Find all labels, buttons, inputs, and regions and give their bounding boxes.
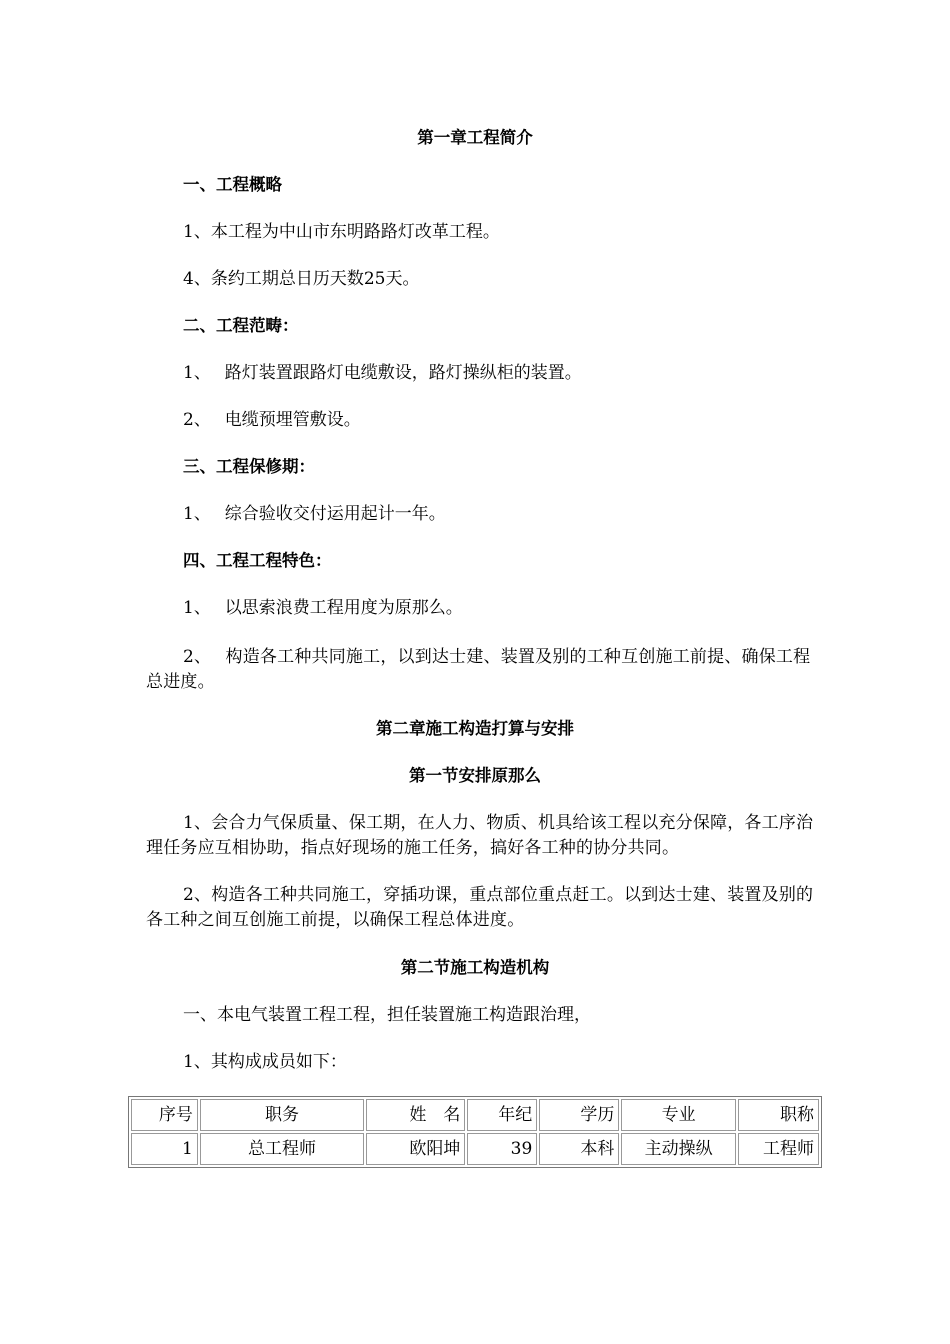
table-cell: 总工程师 [200, 1133, 364, 1165]
table-cell: 欧阳坤 [366, 1133, 465, 1165]
section-2-item-2: 2、 电缆预埋管敷设。 [183, 410, 361, 430]
paragraph-2: 2、构造各工种共同施工，穿插功课，重点部位重点赶工。以到达士建、装置及别的各工种之间互创施工前提，以确保工程总体进度。 [146, 885, 814, 930]
section-3-heading: 三、工程保修期： [183, 457, 315, 476]
paragraph-4: 1、其构成成员如下： [183, 1052, 347, 1072]
section-4-item-2: 2、 构造各工种共同施工，以到达士建、装置及别的工种互创施工前提、确保工程总进度。 [146, 647, 811, 692]
header-cell: 专业 [621, 1099, 736, 1131]
paragraph-1: 1、会合力气保质量、保工期，在人力、物质、机具给该工程以充分保障，各工序治理任务应互相协助，指点好现场的施工任务，搞好各工种的协分共同。 [146, 813, 814, 858]
table-cell: 工程师 [738, 1133, 819, 1165]
header-cell: 姓 名 [366, 1099, 465, 1131]
header-cell: 职务 [200, 1099, 364, 1131]
header-cell: 序号 [131, 1099, 198, 1131]
table-cell: 本科 [539, 1133, 619, 1165]
table-row [131, 1133, 819, 1165]
section-4-heading: 四、工程工程特色： [183, 551, 332, 570]
table-cell: 39 [467, 1133, 537, 1165]
section-1-item-4: 4、条约工期总日历天数25天。 [183, 269, 420, 289]
section-1-item-1: 1、本工程为中山市东明路路灯改革工程。 [183, 222, 500, 242]
table-header-row [131, 1099, 819, 1131]
section-2-item-1: 1、 路灯装置跟路灯电缆敷设，路灯操纵柜的装置。 [183, 363, 582, 383]
section-2-heading: 二、工程范畴： [183, 316, 299, 335]
header-cell: 职称 [738, 1099, 819, 1131]
chapter-2-title: 第二章施工构造打算与安排 [376, 719, 574, 738]
table-cell: 1 [131, 1133, 198, 1165]
section-3-item-1: 1、 综合验收交付运用起计一年。 [183, 504, 446, 524]
header-cell: 年纪 [467, 1099, 537, 1131]
chapter-1-title: 第一章工程简介 [417, 128, 533, 147]
section-2-title: 第二节施工构造机构 [400, 958, 550, 977]
header-cell: 学历 [539, 1099, 619, 1131]
staff-table [128, 1096, 822, 1168]
section-1-title: 第一节安排原那么 [409, 766, 541, 785]
paragraph-3: 一、本电气装置工程工程，担任装置施工构造跟治理， [183, 1005, 591, 1025]
section-4-item-1: 1、 以思索浪费工程用度为原那么。 [183, 598, 463, 618]
section-1-heading: 一、工程概略 [183, 175, 282, 194]
table-cell: 主动操纵 [621, 1133, 736, 1165]
